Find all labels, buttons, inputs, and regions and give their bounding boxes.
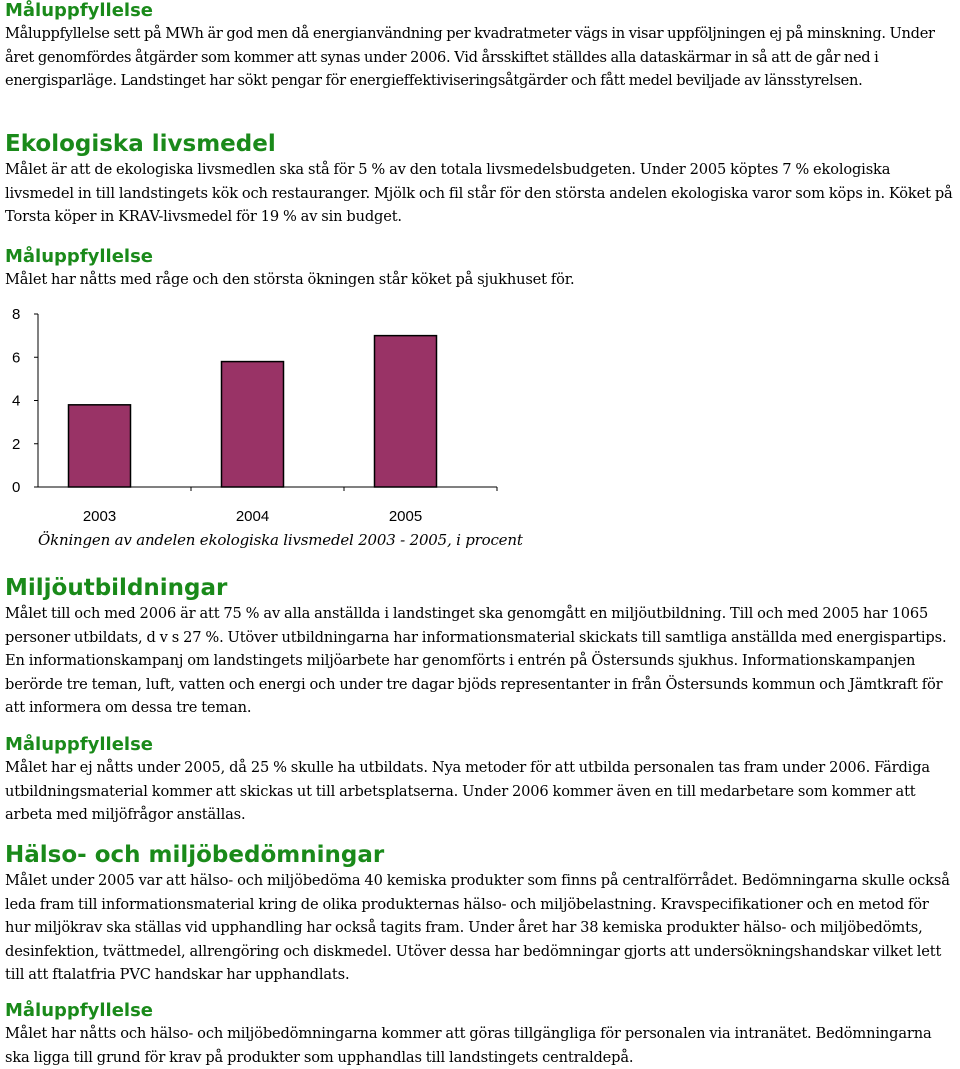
section-heading: Måluppfyllelse: [5, 734, 154, 755]
bar-2005: [375, 336, 437, 487]
chart-caption: Ökningen av andelen ekologiska livsmedel 2003 - 2005, i procent: [38, 531, 523, 549]
section-paragraph: Målet till och med 2006 är att 75 % av alla anställda i landstinget ska genomgått en miljöutbildning. Till och med 2005 har 1065 personer utbildats, d v s 27 %. Utöver utbildningarna har informationsmaterial skickats till samtliga anställda med energispartips. En informationskampanj om landstingets miljöarbete har genomförts i entrén på Östersunds sjukhus. Informationskampanjen berörde tre teman, luft, vatten och energi och under tre dagar bjöds representanter in från Östersunds kommun och Jämtkraft för att informera om dessa tre teman.: [5, 605, 947, 716]
section-energy-goal: [5, 0, 953, 93]
section-paragraph: Måluppfyllelse sett på MWh är god men då energianvändning per kvadratmeter vägs in visar uppföljningen ej på minskning. Under året genomfördes åtgärder som kommer att synas under 2006. Vid årsskiftet ställdes alla dataskärmar in så att de går ned i energisparläge. Landstinget har sökt pengar för energieffektiviseringsåtgärder och fått medel beviljade av länsstyrelsen.: [5, 25, 935, 89]
bar-2003: [69, 405, 131, 487]
x-tick-label: 2005: [388, 508, 423, 525]
section-paragraph: Målet har ej nåtts under 2005, då 25 % skulle ha utbildats. Nya metoder för att utbilda personalen tas fram under 2006. Färdiga utbildningsmaterial kommer att skickas ut till arbetsplatserna. Under 2006 kommer även en till medarbetare som kommer att arbeta med miljöfrågor anställas.: [5, 759, 930, 823]
y-tick-label: 4: [12, 392, 21, 410]
y-tick-label: 8: [12, 306, 21, 323]
bar-chart: [0, 300, 520, 530]
section-ecological-goal: [5, 246, 953, 292]
section-heading: Ekologiska livsmedel: [5, 131, 276, 157]
section-heading: Hälso- och miljöbedömningar: [5, 842, 385, 868]
section-heading: Måluppfyllelse: [5, 246, 154, 267]
section-ecological-food: [5, 131, 953, 229]
section-heading: Miljöutbildningar: [5, 575, 228, 601]
section-health-goal: [5, 1000, 953, 1069]
y-tick-label: 2: [12, 435, 21, 453]
section-health-environment: [5, 842, 953, 987]
y-tick-label: 6: [12, 349, 21, 367]
section-training-goal: [5, 734, 953, 827]
section-paragraph: Målet under 2005 var att hälso- och miljöbedöma 40 kemiska produkter som finns på centralförrådet. Bedömningarna skulle också leda fram till informationsmaterial kring de olika produkternas hälso- och miljöbelastning. Kravspecifikationer och en metod för hur miljökrav ska ställas vid upphandling har också tagits fram. Under året har 38 kemiska produkter hälso- och miljöbedömts, desinfektion, tvättmedel, allrengöring och diskmedel. Utöver dessa har bedömningar gjorts att undersökningshandskar vilket lett till att ftalatfria PVC handskar har upphandlats.: [5, 872, 950, 983]
y-tick-label: 0: [12, 479, 21, 496]
section-environmental-training: [5, 575, 953, 720]
section-paragraph: Målet har nåtts och hälso- och miljöbedömningarna kommer att göras tillgängliga för personalen via intranätet. Bedömningarna ska ligga till grund för krav på produkter som upphandlas till landstingets centraldepå.: [5, 1025, 932, 1066]
section-paragraph: Målet har nåtts med råge och den största ökningen står köket på sjukhuset för.: [5, 271, 575, 288]
x-tick-label: 2003: [82, 508, 117, 525]
section-paragraph: Målet är att de ekologiska livsmedlen ska stå för 5 % av den totala livsmedelsbudgeten. Under 2005 köptes 7 % ekologiska livsmedel in till landstingets kök och restauranger. Mjölk och fil står för den största andelen ekologiska varor som köps in. Köket på Torsta köper in KRAV-livsmedel för 19 % av sin budget.: [5, 161, 953, 225]
section-heading: Måluppfyllelse: [5, 1000, 154, 1021]
x-tick-label: 2004: [235, 508, 270, 525]
bar-2004: [222, 362, 284, 487]
section-heading: Måluppfyllelse: [5, 0, 154, 21]
